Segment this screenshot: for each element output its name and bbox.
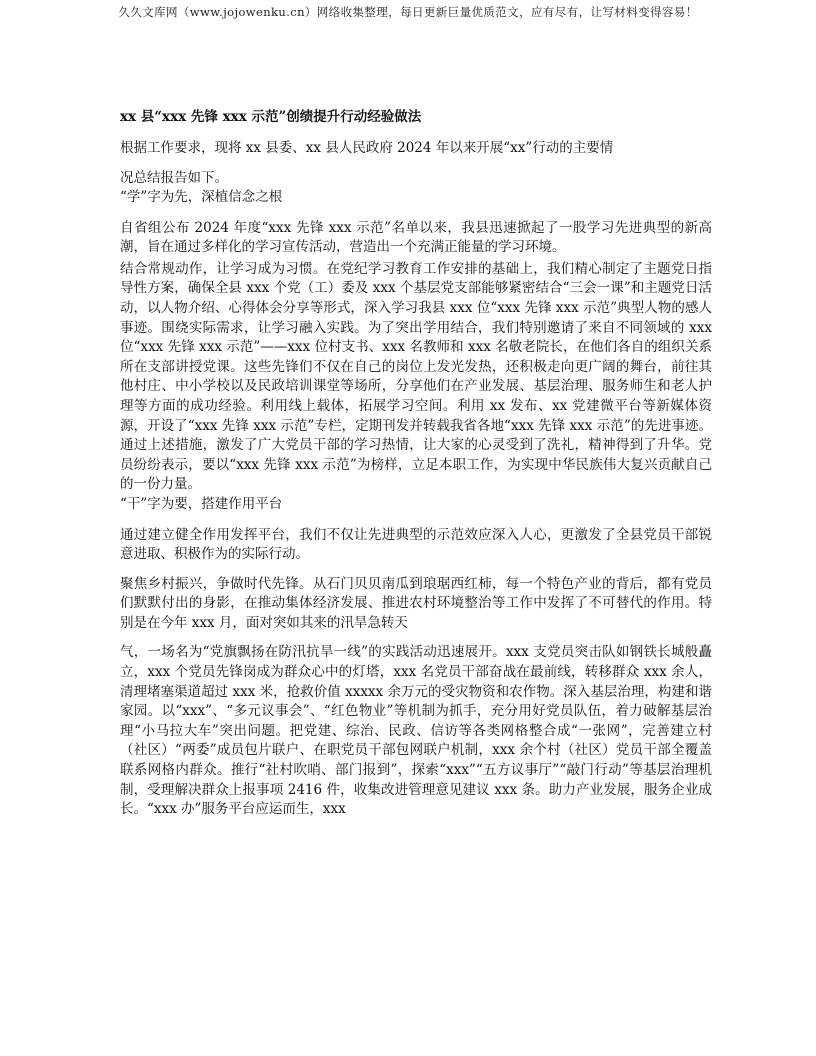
paragraph-flood-and-governance: 气，一场名为“党旗飘扬在防汛抗旱一线”的实践活动迅速展开。xxx 支党员突击队如钢铁长城般矗立，xxx 个党员先锋岗成为群众心中的灯塔，xxx 名党员干部奋战在最前线，转移群众 xxx 余人，清理堵塞渠道超过 xxx 米，抢救价值 xxxxx 余万元的受灾物资和农作物。深入基层治理，构建和谐家园。以“xxx”、“多元议事会”、“红色物业”等机制为抓手，充分用好党员队伍，着力破解基层治理“小马拉大车”突出问题。把党建、综治、民政、信访等各类网格整合成“一张网”，完善建立村（社区）“两委”成员包片联户、在职党员干部包网联户机制，xxx 余个村（社区）党员干部全覆盖联系网格内群众。推行“社村吹哨、部门报到”，探索“xxx”“五方议事厅”“敲门行动”等基层治理机制，受理解决群众上报事项 2416 件，收集改进管理意见建议 xxx 条。助力产业发展，服务企业成长。“xxx 办”服务平台应运而生，xxx — [120, 644, 712, 818]
intro-line-1: 根据工作要求，现将 xx 县委、xx 县人民政府 2024 年以来开展“xx”行动的主要情 — [120, 140, 614, 156]
paragraph-study-measures: 结合常规动作，让学习成为习惯。在党纪学习教育工作安排的基础上，我们精心制定了主题党日指导性方案，确保全县 xxx 个党（工）委及 xxx 个基层党支部能够紧密结合“三会一课”和主题党日活动，以人物介绍、心得体会分享等形式，深入学习我县 xxx 位“xxx 先锋 xxx 示范”典型人物的感人事迹。围绕实际需求，让学习融入实践。为了突出学用结合，我们特别邀请了来自不同领域的 xxx 位“xxx 先锋 xxx 示范”——xxx 位村支书、xxx 名教师和 xxx 名敬老院长，在他们各自的组织关系所在支部讲授党课。这些先锋们不仅在自己的岗位上发光发热，还积极走向更广阔的舞台，前往其他村庄、中小学校以及民政培训课堂等场所，分享他们在产业发展、基层治理、服务师生和老人护理等方面的成功经验。利用线上载体，拓展学习空间。利用 xx 发布、xx 党建微平台等新媒体资源，开设了“xxx 先锋 xxx 示范”专栏，定期刊发并转载我省各地“xxx 先锋 xxx 示范”的先进事迹。通过上述措施，激发了广大党员干部的学习热情，让大家的心灵受到了洗礼，精神得到了升华。党员纷纷表示，要以“xxx 先锋 xxx 示范”为榜样，立足本职工作，为实现中华民族伟大复兴贡献自己的一份力量。 — [120, 260, 712, 493]
document-body — [120, 106, 712, 820]
section-heading-action: “干”字为要，搭建作用平台 — [120, 495, 283, 512]
section-heading-study: “学”字为先，深植信念之根 — [120, 189, 283, 205]
paragraph-rural-revitalization: 聚焦乡村振兴，争做时代先锋。从石门贝贝南瓜到琅琚西红柿，每一个特色产业的背后，都有党员们默默付出的身影，在推动集体经济发展、推进农村环境整治等工作中发挥了不可替代的作用。特别是在今年 xxx 月，面对突如其来的汛旱急转天 — [120, 575, 712, 631]
document-title: xx 县“xxx 先锋 xxx 示范”创绩提升行动经验做法 — [120, 109, 422, 125]
page-header-banner: 久久文库网（www.jojowenku.cn）网络收集整理，每日更新巨量优质范文，应有尽有，让写材料变得容易！ — [118, 5, 698, 19]
paragraph-study-intro: 自省组公布 2024 年度“xxx 先锋 xxx 示范”名单以来，我县迅速掀起了一股学习先进典型的新高潮，旨在通过多样化的学习宣传活动，营造出一个充满正能量的学习环境。 — [120, 219, 712, 256]
paragraph-action-intro: 通过建立健全作用发挥平台，我们不仅让先进典型的示范效应深入人心，更激发了全县党员干部锐意进取、积极作为的实际行动。 — [120, 526, 712, 563]
intro-line-2: 况总结报告如下。 — [120, 170, 228, 186]
